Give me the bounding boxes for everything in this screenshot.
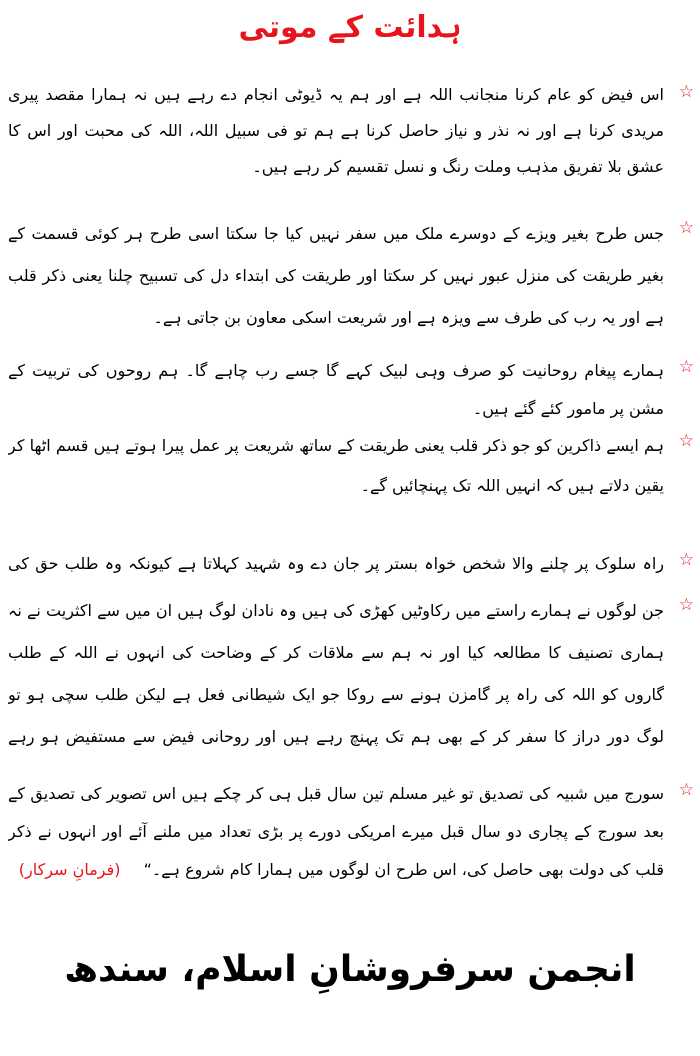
item-text: [8, 775, 664, 893]
list-item: [8, 426, 698, 520]
list-item: [8, 77, 698, 195]
item-text: جن لوگوں نے ہمارے راستے میں رکاوٹیں کھڑی کی ہیں وہ نادان لوگ ہیں ان میں سے اکثریت نے نہ ہماری تصنیف کا مطالعہ کیا اور نہ ہم سے ملاقات کر کے وضاحت کی انہوں نے اللہ کے طلب گاروں کو اللہ کی راہ پر گامزن ہونے سے روکا جو ایک شیطانی فعل ہے لیکن طلب سچی ہو تو لوگ دور دراز کا سفر کر کے بھی ہم تک پہنچ رہے ہیں اور روحانی فیض سے مستفیض ہو رہے: [8, 601, 664, 746]
list-item: [8, 545, 698, 585]
list-item: [8, 775, 698, 901]
star-icon: ☆: [678, 780, 694, 800]
signature: انجمن سرفروشانِ اسلام، سندھ: [64, 949, 636, 990]
star-icon: ☆: [678, 218, 694, 238]
item-text: راہ سلوک پر چلنے والا شخص خواہ بستر پر جان دے وہ شہید کہلاتا ہے کیونکہ وہ طلب حق کی: [8, 554, 664, 573]
item-text: ہمارے پیغام روحانیت کو صرف وہی لبیک کہے گا جسے رب چاہے گا۔ ہم روحوں کی تربیت کے مشن پر مامور کئے گئے ہیں۔: [8, 361, 664, 418]
list-item: [8, 352, 698, 432]
item-text: اس فیض کو عام کرنا منجانب اللہ ہے اور ہم یہ ڈیوٹی انجام دے رہے ہیں نہ ہمارا مقصد پیری مریدی کرنا ہے اور نہ نذر و نیاز حاصل کرنا ہے ہم تو فی سبیل اللہ، اللہ کی محبت اور اس کا عشق بلا تفریق مذہب وملت رنگ و نسل تقسیم کر رہے ہیں۔: [8, 85, 664, 176]
star-icon: ☆: [678, 595, 694, 615]
page-title: ہدائت کے موتی: [238, 10, 462, 45]
list-item: [8, 213, 698, 343]
star-icon: ☆: [678, 357, 694, 377]
star-icon: ☆: [678, 550, 694, 570]
star-icon: ☆: [678, 82, 694, 102]
item-text: ہم ایسے ذاکرین کو جو ذکر قلب یعنی طریقت کے ساتھ شریعت پر عمل پیرا ہوتے ہیں قسم اٹھا کر یقین دلاتے ہیں کہ انہیں اللہ تک پہنچائیں گے۔: [8, 436, 664, 495]
item-text-content: سورج میں شبیہ کی تصدیق تو غیر مسلم تین سال قبل ہی کر چکے ہیں اس تصویر کی تصدیق کے بعد سورج کے پجاری دو سال قبل میرے امریکی دورے پر بڑی تعداد میں ملنے آئے اور انہوں نے ذکر قلب کی دولت بھی حاصل کی، اس طرح ان لوگوں میں ہمارا کام شروع ہے۔“: [8, 784, 664, 879]
star-icon: ☆: [678, 431, 694, 451]
attribution: (فرمانِ سرکار): [18, 860, 121, 879]
item-text: جس طرح بغیر ویزے کے دوسرے ملک میں سفر نہیں کیا جا سکتا اسی طرح ہر کوئی قسمت کے بغیر طریقت کی منزل عبور نہیں کر سکتا اور طریقت کی ابتداء دل کی تسبیح چلنا یعنی ذکر قلب ہے اور یہ رب کی طرف سے ویزہ ہے اور شریعت اسکی معاون بن جاتی ہے۔: [8, 224, 664, 327]
list-item: [8, 590, 698, 766]
